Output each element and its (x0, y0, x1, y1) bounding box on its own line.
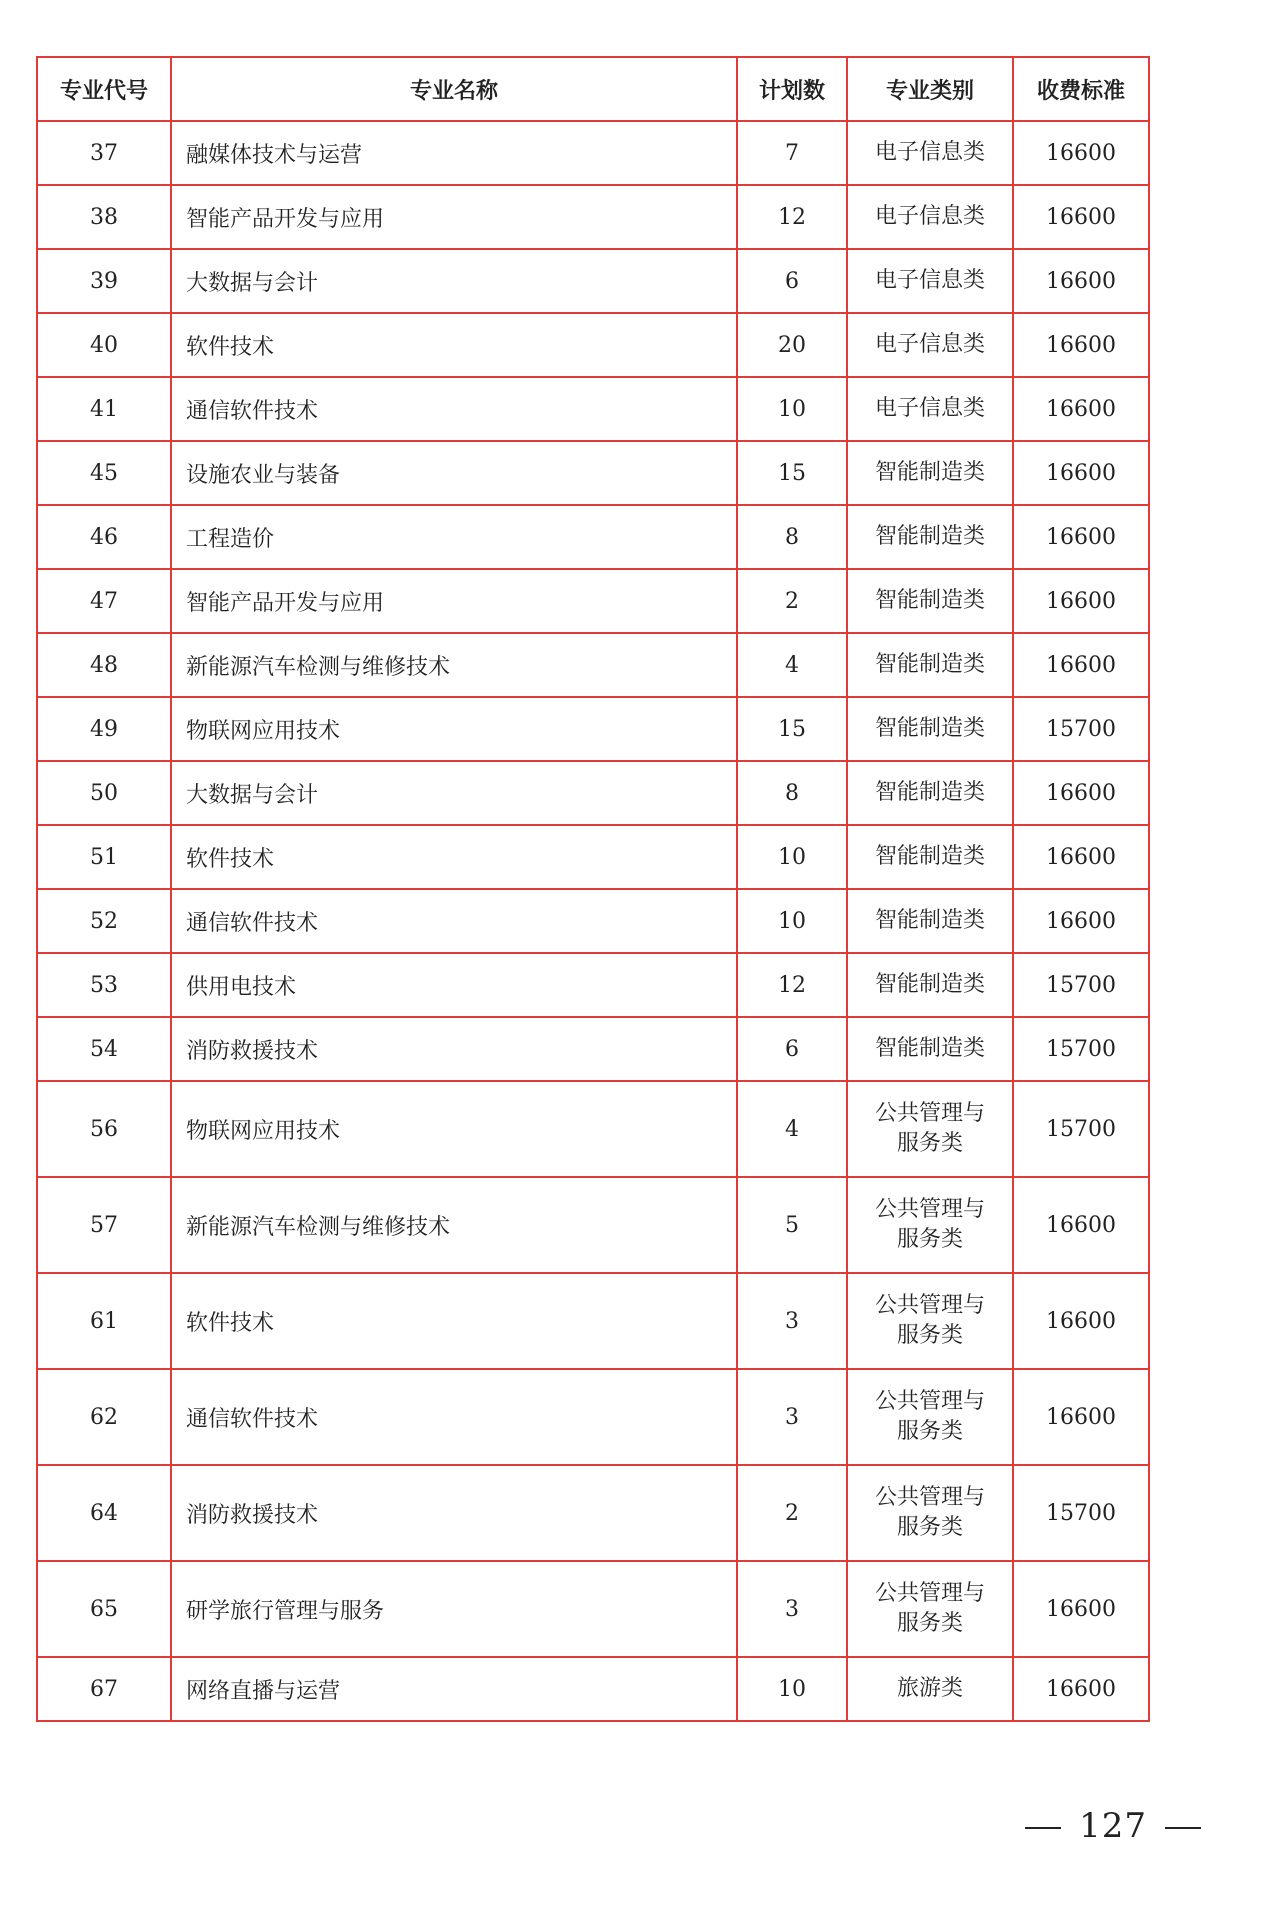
category-line-2: 服务类 (896, 1323, 963, 1348)
cell-code: 51 (37, 825, 171, 889)
category-line-1: 智能制造类 (874, 780, 985, 805)
cell-code: 49 (37, 697, 171, 761)
cell-name: 新能源汽车检测与维修技术 (171, 1177, 737, 1273)
cell-name: 网络直播与运营 (171, 1657, 737, 1721)
cell-category (847, 313, 1013, 377)
category-line-1: 电子信息类 (874, 204, 985, 229)
category-line-1: 智能制造类 (874, 716, 985, 741)
category-line-1: 智能制造类 (874, 524, 985, 549)
table-row (37, 569, 1149, 633)
cell-fee: 15700 (1013, 1465, 1149, 1561)
cell-fee: 16600 (1013, 889, 1149, 953)
header-fee: 收费标准 (1013, 57, 1149, 121)
cell-code: 50 (37, 761, 171, 825)
cell-fee: 16600 (1013, 377, 1149, 441)
table-row (37, 633, 1149, 697)
cell-code: 38 (37, 185, 171, 249)
cell-category (847, 1465, 1013, 1561)
cell-plan: 3 (737, 1273, 847, 1369)
category-line-1: 智能制造类 (874, 588, 985, 613)
cell-code: 57 (37, 1177, 171, 1273)
cell-plan: 6 (737, 249, 847, 313)
category-line-1: 公共管理与 (874, 1485, 985, 1510)
cell-category (847, 1369, 1013, 1465)
header-category: 专业类别 (847, 57, 1013, 121)
cell-fee: 16600 (1013, 1273, 1149, 1369)
cell-plan: 3 (737, 1369, 847, 1465)
cell-name: 设施农业与装备 (171, 441, 737, 505)
cell-category (847, 121, 1013, 185)
cell-fee: 16600 (1013, 505, 1149, 569)
table-row (37, 1465, 1149, 1561)
cell-code: 39 (37, 249, 171, 313)
cell-category (847, 889, 1013, 953)
cell-code: 67 (37, 1657, 171, 1721)
cell-fee: 16600 (1013, 1369, 1149, 1465)
table-header-row (37, 57, 1149, 121)
cell-code: 65 (37, 1561, 171, 1657)
cell-fee: 16600 (1013, 761, 1149, 825)
table-row (37, 1369, 1149, 1465)
cell-code: 53 (37, 953, 171, 1017)
cell-fee: 15700 (1013, 1017, 1149, 1081)
cell-fee: 15700 (1013, 953, 1149, 1017)
cell-name: 通信软件技术 (171, 1369, 737, 1465)
cell-plan: 4 (737, 633, 847, 697)
cell-plan: 15 (737, 697, 847, 761)
header-plan: 计划数 (737, 57, 847, 121)
cell-name: 供用电技术 (171, 953, 737, 1017)
cell-plan: 10 (737, 1657, 847, 1721)
page-number-text: 127 (1079, 1806, 1147, 1846)
category-line-2: 服务类 (896, 1515, 963, 1540)
table-row (37, 249, 1149, 313)
table-row (37, 1657, 1149, 1721)
cell-plan: 3 (737, 1561, 847, 1657)
cell-plan: 8 (737, 761, 847, 825)
category-line-1: 智能制造类 (874, 972, 985, 997)
cell-plan: 12 (737, 185, 847, 249)
cell-category (847, 825, 1013, 889)
cell-code: 37 (37, 121, 171, 185)
category-line-1: 电子信息类 (874, 332, 985, 357)
category-line-1: 公共管理与 (874, 1101, 985, 1126)
category-line-1: 公共管理与 (874, 1293, 985, 1318)
cell-category (847, 377, 1013, 441)
majors-table (36, 56, 1150, 1722)
cell-fee: 16600 (1013, 441, 1149, 505)
cell-code: 45 (37, 441, 171, 505)
cell-category (847, 1017, 1013, 1081)
cell-plan: 10 (737, 825, 847, 889)
cell-category (847, 953, 1013, 1017)
cell-plan: 5 (737, 1177, 847, 1273)
cell-plan: 4 (737, 1081, 847, 1177)
cell-name: 消防救援技术 (171, 1017, 737, 1081)
table-row (37, 313, 1149, 377)
category-line-1: 公共管理与 (874, 1581, 985, 1606)
cell-category (847, 633, 1013, 697)
cell-fee: 15700 (1013, 1081, 1149, 1177)
cell-name: 通信软件技术 (171, 889, 737, 953)
cell-category (847, 697, 1013, 761)
cell-code: 46 (37, 505, 171, 569)
cell-plan: 6 (737, 1017, 847, 1081)
cell-code: 40 (37, 313, 171, 377)
cell-name: 智能产品开发与应用 (171, 569, 737, 633)
category-line-1: 电子信息类 (874, 268, 985, 293)
page-dash-right (1165, 1827, 1201, 1829)
cell-category (847, 1657, 1013, 1721)
cell-plan: 20 (737, 313, 847, 377)
cell-plan: 15 (737, 441, 847, 505)
table-row (37, 953, 1149, 1017)
cell-fee: 15700 (1013, 697, 1149, 761)
cell-category (847, 441, 1013, 505)
cell-code: 48 (37, 633, 171, 697)
category-line-1: 智能制造类 (874, 908, 985, 933)
category-line-1: 智能制造类 (874, 1036, 985, 1061)
table-row (37, 441, 1149, 505)
cell-category (847, 185, 1013, 249)
category-line-1: 智能制造类 (874, 652, 985, 677)
cell-name: 通信软件技术 (171, 377, 737, 441)
cell-plan: 2 (737, 569, 847, 633)
category-line-1: 公共管理与 (874, 1197, 985, 1222)
cell-name: 融媒体技术与运营 (171, 121, 737, 185)
table-row (37, 1177, 1149, 1273)
category-line-2: 服务类 (896, 1419, 963, 1444)
cell-fee: 16600 (1013, 1561, 1149, 1657)
cell-plan: 10 (737, 889, 847, 953)
table-row (37, 1561, 1149, 1657)
cell-name: 大数据与会计 (171, 249, 737, 313)
category-line-1: 电子信息类 (874, 140, 985, 165)
cell-name: 新能源汽车检测与维修技术 (171, 633, 737, 697)
cell-plan: 8 (737, 505, 847, 569)
cell-code: 54 (37, 1017, 171, 1081)
cell-name: 智能产品开发与应用 (171, 185, 737, 249)
table-body (37, 121, 1149, 1721)
cell-fee: 16600 (1013, 1657, 1149, 1721)
cell-fee: 16600 (1013, 313, 1149, 377)
cell-fee: 16600 (1013, 185, 1149, 249)
cell-name: 研学旅行管理与服务 (171, 1561, 737, 1657)
table-row (37, 1017, 1149, 1081)
cell-plan: 12 (737, 953, 847, 1017)
cell-category (847, 1081, 1013, 1177)
table-row (37, 889, 1149, 953)
cell-category (847, 761, 1013, 825)
cell-plan: 10 (737, 377, 847, 441)
cell-plan: 7 (737, 121, 847, 185)
page-dash-left (1025, 1827, 1061, 1829)
category-line-2: 服务类 (896, 1227, 963, 1252)
table-row (37, 185, 1149, 249)
cell-plan: 2 (737, 1465, 847, 1561)
table-row (37, 121, 1149, 185)
cell-code: 41 (37, 377, 171, 441)
cell-code: 62 (37, 1369, 171, 1465)
category-line-1: 公共管理与 (874, 1389, 985, 1414)
cell-name: 软件技术 (171, 825, 737, 889)
cell-name: 软件技术 (171, 313, 737, 377)
cell-code: 47 (37, 569, 171, 633)
header-code: 专业代号 (37, 57, 171, 121)
cell-code: 56 (37, 1081, 171, 1177)
table-row (37, 1081, 1149, 1177)
cell-category (847, 505, 1013, 569)
cell-fee: 16600 (1013, 633, 1149, 697)
cell-fee: 16600 (1013, 825, 1149, 889)
cell-category (847, 1177, 1013, 1273)
cell-fee: 16600 (1013, 121, 1149, 185)
cell-code: 64 (37, 1465, 171, 1561)
cell-fee: 16600 (1013, 249, 1149, 313)
cell-name: 物联网应用技术 (171, 1081, 737, 1177)
cell-name: 大数据与会计 (171, 761, 737, 825)
header-name: 专业名称 (171, 57, 737, 121)
category-line-2: 服务类 (896, 1131, 963, 1156)
cell-name: 工程造价 (171, 505, 737, 569)
cell-name: 软件技术 (171, 1273, 737, 1369)
cell-category (847, 1561, 1013, 1657)
category-line-1: 智能制造类 (874, 460, 985, 485)
cell-category (847, 1273, 1013, 1369)
category-line-1: 旅游类 (896, 1676, 963, 1701)
category-line-1: 电子信息类 (874, 396, 985, 421)
cell-category (847, 569, 1013, 633)
cell-name: 物联网应用技术 (171, 697, 737, 761)
table-row (37, 1273, 1149, 1369)
table-row (37, 825, 1149, 889)
cell-code: 52 (37, 889, 171, 953)
category-line-1: 智能制造类 (874, 844, 985, 869)
table-row (37, 697, 1149, 761)
cell-category (847, 249, 1013, 313)
table-row (37, 377, 1149, 441)
cell-code: 61 (37, 1273, 171, 1369)
table-row (37, 505, 1149, 569)
cell-name: 消防救援技术 (171, 1465, 737, 1561)
cell-fee: 16600 (1013, 1177, 1149, 1273)
table-row (37, 761, 1149, 825)
cell-fee: 16600 (1013, 569, 1149, 633)
category-line-2: 服务类 (896, 1611, 963, 1636)
page-number (1007, 1806, 1219, 1846)
